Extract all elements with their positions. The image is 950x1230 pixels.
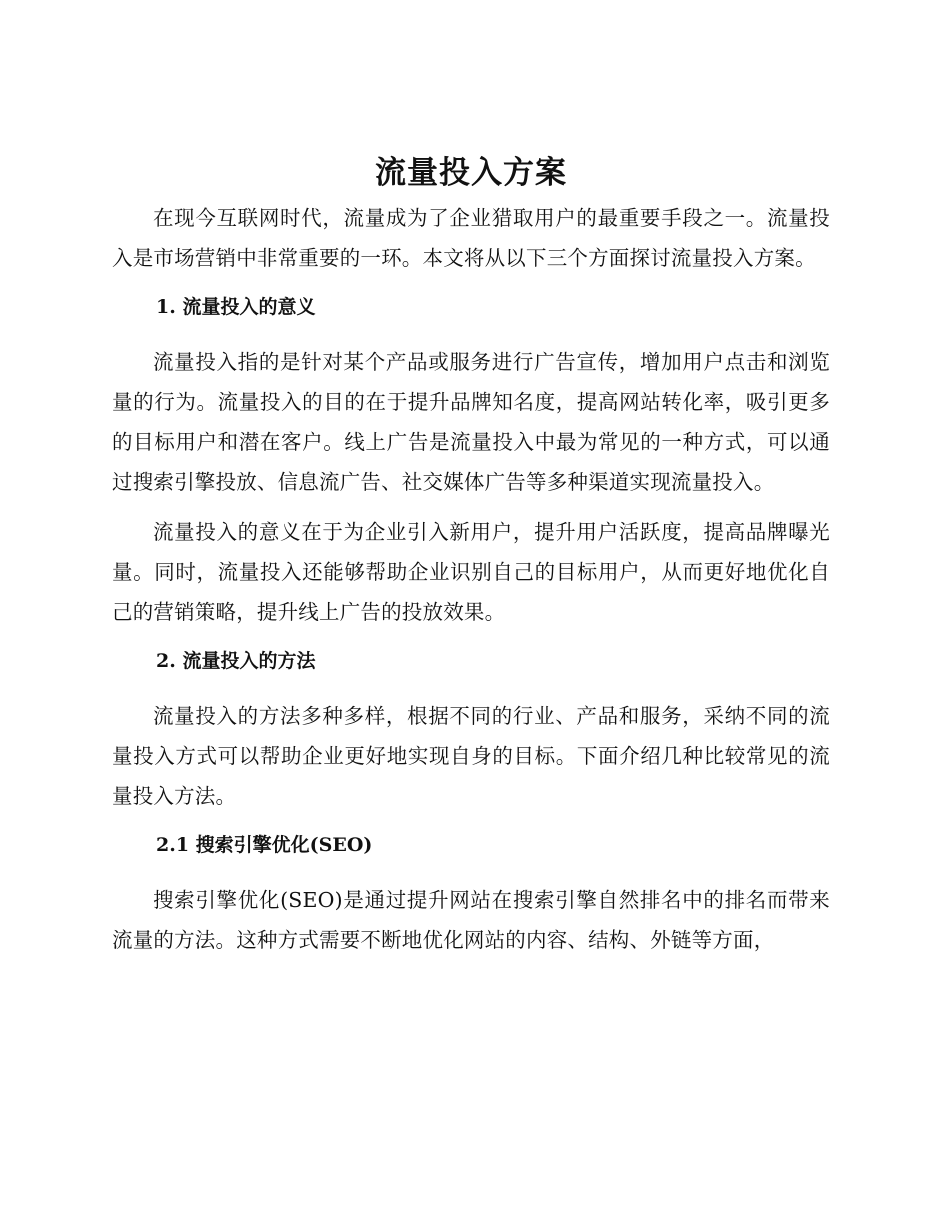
section-1-paragraph-1: 流量投入指的是针对某个产品或服务进行广告宣传，增加用户点击和浏览量的行为。流量投入的目的在于提升品牌知名度，提高网站转化率，吸引更多的目标用户和潜在客户。线上广告是流量投入中最为常见的一种方式，可以通过搜索引擎投放、信息流广告、社交媒体广告等多种渠道实现流量投入。 (112, 350, 830, 494)
section-2-paragraph-1: 流量投入的方法多种多样，根据不同的行业、产品和服务，采纳不同的流量投入方式可以帮助企业更好地实现自身的目标。下面介绍几种比较常见的流量投入方法。 (112, 704, 830, 808)
section-1-paragraph-2: 流量投入的意义在于为企业引入新用户，提升用户活跃度，提高品牌曝光量。同时，流量投入还能够帮助企业识别自己的目标用户，从而更好地优化自己的营销策略，提升线上广告的投放效果。 (112, 520, 830, 624)
section-heading-2: 2. 流量投入的方法 (156, 650, 316, 672)
section-2-1-paragraph-1: 搜索引擎优化(SEO)是通过提升网站在搜索引擎自然排名中的排名而带来流量的方法。这种方式需要不断地优化网站的内容、结构、外链等方面， (112, 888, 830, 952)
section-heading-2-1: 2.1 搜索引擎优化(SEO) (156, 834, 373, 856)
intro-paragraph: 在现今互联网时代，流量成为了企业猎取用户的最重要手段之一。流量投入是市场营销中非常重要的一环。本文将从以下三个方面探讨流量投入方案。 (112, 206, 830, 270)
document-title: 流量投入方案 (375, 155, 567, 191)
section-heading-1: 1. 流量投入的意义 (156, 296, 316, 318)
document-page (112, 150, 830, 960)
